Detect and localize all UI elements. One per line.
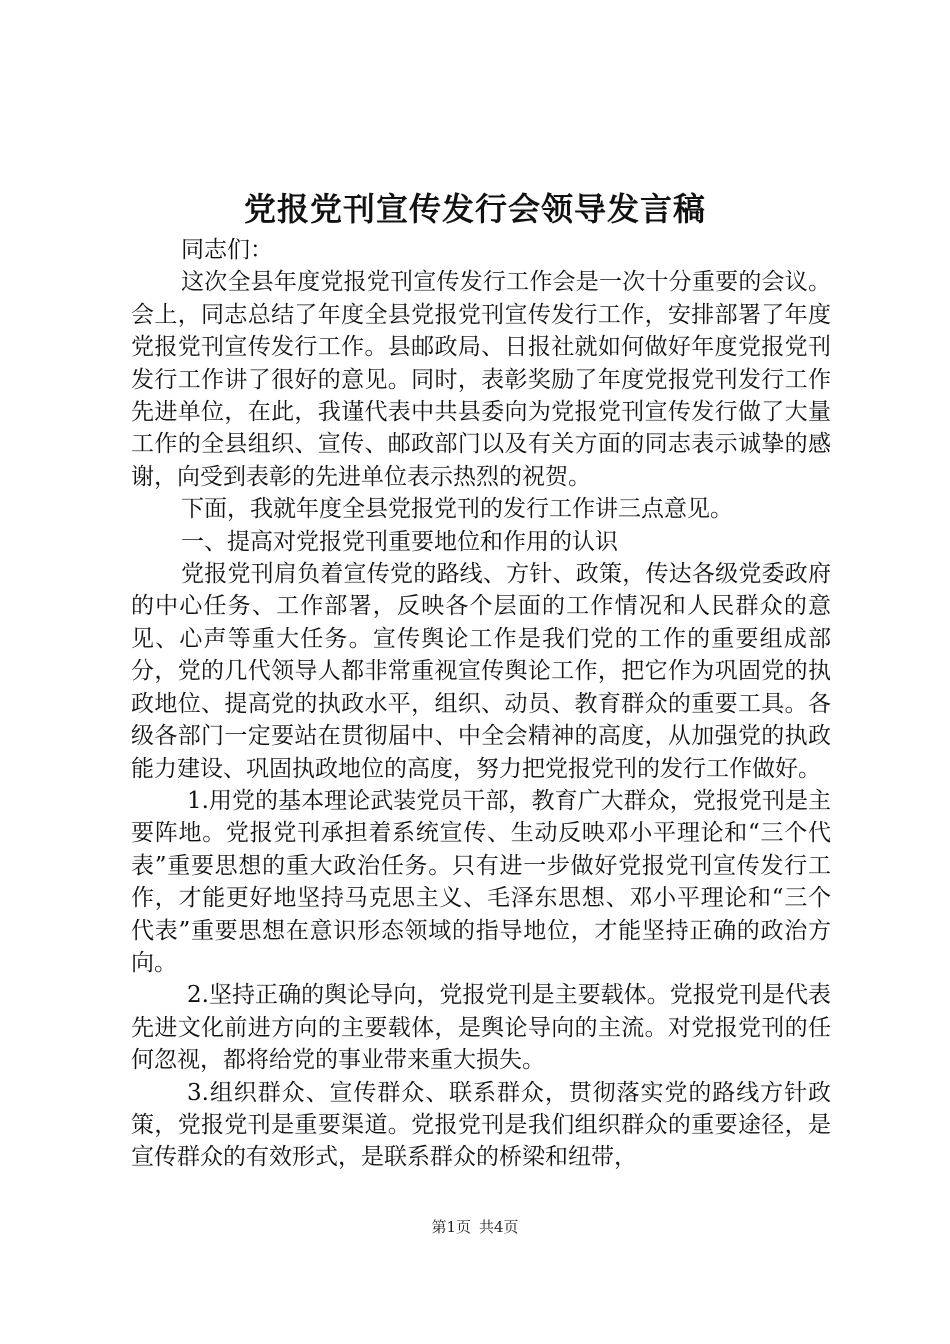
document-title: 党报党刊宣传发行会领导发言稿: [243, 190, 706, 228]
paragraph-point-3: 3.组织群众、宣传群众、联系群众，贯彻落实党的路线方针政策，党报党刊是重要渠道。党报党刊是我们组织群众的重要途径，是宣传群众的有效形式，是联系群众的桥梁和纽带，: [131, 1079, 831, 1171]
paragraph-outline: 下面，我就年度全县党报党刊的发行工作讲三点意见。: [181, 496, 733, 523]
salutation: 同志们：: [181, 237, 273, 263]
document-body: [131, 234, 831, 1174]
paragraph-intro: 这次全县年度党报党刊宣传发行工作会是一次十分重要的会议。会上，同志总结了年度全县党报党刊宣传发行工作，安排部署了年度党报党刊宣传发行工作。县邮政局、日报社就如何做好年度党报党刊发行工作讲了很好的意见。同时，表彰奖励了年度党报党刊发行工作先进单位，在此，我谨代表中共县委向为党报党刊宣传发行做了大量工作的全县组织、宣传、邮政部门以及有关方面的同志表示诚挚的感谢，向受到表彰的先进单位表示热烈的祝贺。: [131, 269, 831, 490]
paragraph-section-1: 党报党刊肩负着宣传党的路线、方针、政策，传达各级党委政府的中心任务、工作部署，反映各个层面的工作情况和人民群众的意见、心声等重大任务。宣传舆论工作是我们党的工作的重要组成部分，党的几代领导人都非常重视宣传舆论工作，把它作为巩固党的执政地位、提高党的执政水平，组织、动员、教育群众的重要工具。各级各部门一定要站在贯彻届中、中全会精神的高度，从加强党的执政能力建设、巩固执政地位的高度，努力把党报党刊的发行工作做好。: [131, 561, 831, 782]
page-footer: [0, 1216, 950, 1238]
paragraph-point-1: 1.用党的基本理论武装党员干部，教育广大群众，党报党刊是主要阵地。党报党刊承担着系统宣传、生动反映邓小平理论和“三个代表”重要思想的重大政治任务。只有进一步做好党报党刊宣传发行工作，才能更好地坚持马克思主义、毛泽东思想、邓小平理论和“三个代表”重要思想在意识形态领域的指导地位，才能坚持正确的政治方向。: [131, 787, 831, 976]
page-number: 第1页: [431, 1218, 471, 1236]
page-total: 共4页: [479, 1218, 519, 1236]
section-heading-1: 一、提高对党报党刊重要地位和作用的认识: [181, 528, 618, 555]
paragraph-point-2: 2.坚持正确的舆论导向，党报党刊是主要载体。党报党刊是代表先进文化前进方向的主要载体，是舆论导向的主流。对党报党刊的任何忽视，都将给党的事业带来重大损失。: [131, 982, 831, 1074]
